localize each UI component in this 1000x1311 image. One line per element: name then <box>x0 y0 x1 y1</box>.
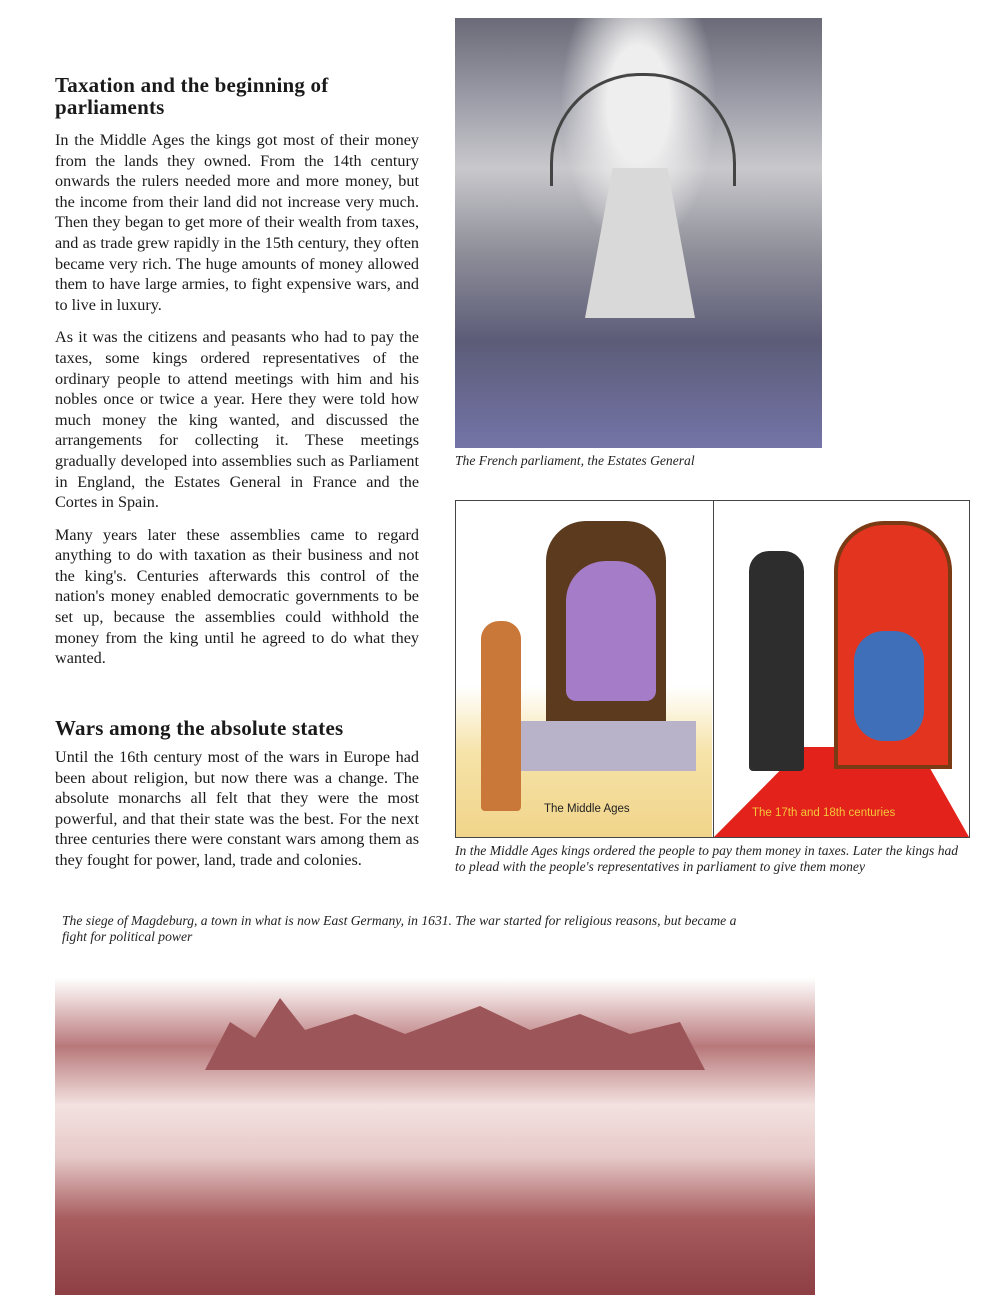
estates-general-engraving <box>455 18 822 448</box>
estates-caption: The French parliament, the Estates General <box>455 453 695 468</box>
siege-of-magdeburg-engraving <box>55 950 815 1295</box>
kings-cartoon-illustration <box>455 500 970 838</box>
section-wars <box>55 717 419 871</box>
paragraph: In the Middle Ages the kings got most of their money from the lands they owned. From the 14th century onwards the rulers needed more and more money, but the income from their land did not increase very much. Then they began to get more of their wealth from taxes, and as trade grew rapidly in the 15th century, they often became very rich. The huge amounts of money allowed them to have large armies, to fight expensive wars, and to live in luxury. <box>55 131 419 314</box>
heading-taxation: Taxation and the beginning of parliaments <box>55 73 329 119</box>
heading-wars: Wars among the absolute states <box>55 716 344 740</box>
paragraph: Until the 16th century most of the wars in Europe had been about religion, but now there was a change. The absolute monarchs all felt that they were the most powerful, and that their state was the best. For the next three centuries there were constant wars among them as they fought for power, land, trade and colonies. <box>55 748 419 869</box>
paragraph: Many years later these assemblies came to regard anything to do with taxation as their business and not the king's. Centuries afterwards this control of the nation's money enabled democratic governments to be set up, because the assemblies could withhold the money from the king until he agreed to do what they wanted. <box>55 525 419 668</box>
panel-label: The Middle Ages <box>544 803 630 815</box>
panel-label: The 17th and 18th centuries <box>752 807 896 819</box>
panel-17th-18th-centuries <box>713 501 969 837</box>
panel-middle-ages <box>456 501 712 837</box>
section-taxation <box>55 74 419 669</box>
siege-caption: The siege of Magdeburg, a town in what is now East Germany, in 1631. The war started for religious reasons, but became a fight for political power <box>62 913 737 944</box>
cartoon-caption: In the Middle Ages kings ordered the people to pay them money in taxes. Later the kings had to plead with the people's representatives in parliament to give them money <box>455 843 959 874</box>
paragraph: As it was the citizens and peasants who had to pay the taxes, some kings ordered representatives of the ordinary people to attend meetings with him and his nobles once or twice a year. Here they were told how much money the king wanted, and discussed the arrangements for collecting it. These meetings gradually developed into assemblies such as Parliament in England, the Estates General in France and the Cortes in Spain. <box>55 328 419 512</box>
